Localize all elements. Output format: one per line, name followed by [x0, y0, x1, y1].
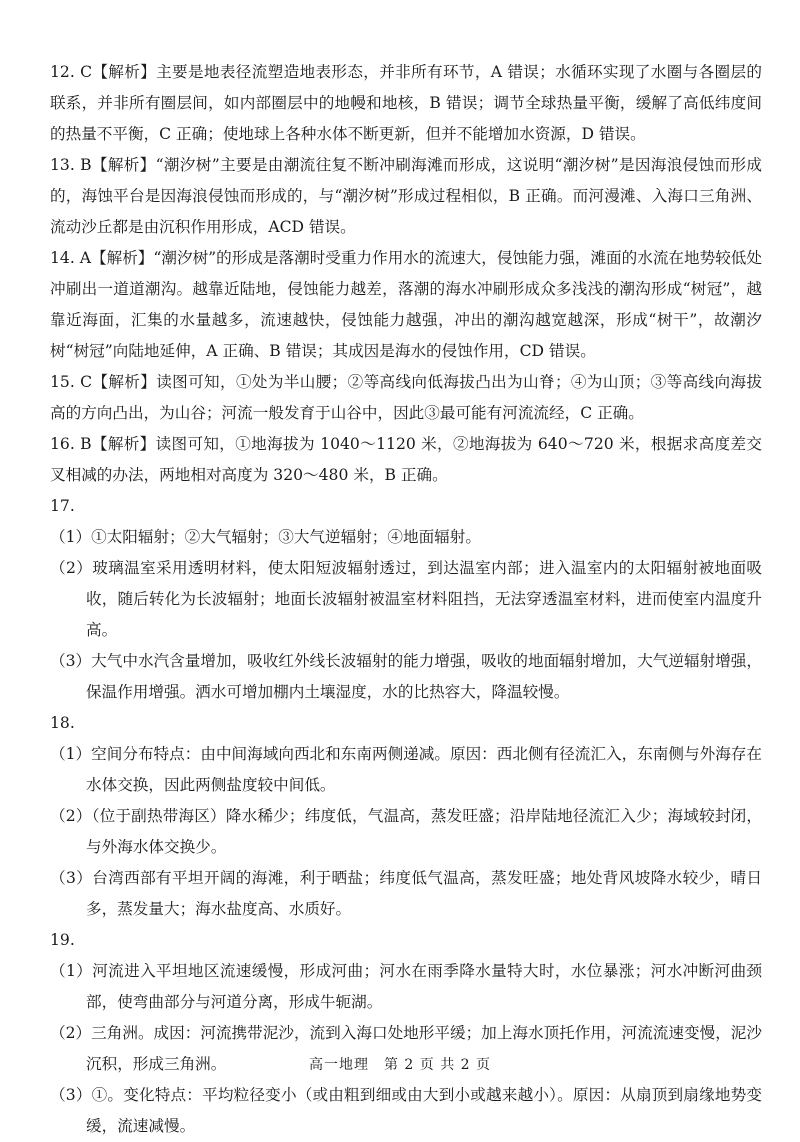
- answer-18-part-3: （3）台湾西部有平坦开阔的海滩，利于晒盐；纬度低气温高，蒸发旺盛；地处背风坡降水较少，晴日多，蒸发量大；海水盐度高、水质好。: [50, 869, 762, 918]
- answer-18-part-1: （1）空间分布特点：由中间海域向西北和东南两侧递减。原因：西北侧有径流汇入，东南侧与外海存在水体交换，因此两侧盐度较中间低。: [50, 745, 762, 794]
- answer-19-part-1: （1）河流进入平坦地区流速缓慢，形成河曲；河水在雨季降水量特大时，水位暴涨；河水冲断河曲颈部，使弯曲部分与河道分离，形成牛轭湖。: [50, 962, 762, 1011]
- answer-15: 15. C【解析】读图可知，①处为半山腰；②等高线向低海拔凸出为山脊；④为山顶；③等高线向海拔高的方向凸出，为山谷；河流一般发育于山谷中，因此③最可能有河流流经，C 正确。: [50, 373, 762, 422]
- answer-19-part-2: （2）三角洲。成因：河流携带泥沙，流到入海口处地形平缓；加上海水顶托作用，河流流速变慢，泥沙沉积，形成三角洲。: [50, 1024, 762, 1073]
- answer-13: 13. B【解析】“潮汐树”主要是由潮流往复不断冲刷海滩而形成，这说明“潮汐树”是因海浪侵蚀而形成的，海蚀平台是因海浪侵蚀而形成的，与“潮汐树”形成过程相似，B 正确。而河漫滩、入海口三角洲、流动沙丘都是由沉积作用形成，ACD 错误。: [50, 156, 762, 236]
- answer-19-part-3: （3）①。变化特点：平均粒径变小（或由粗到细或由大到小或越来越小）。原因：从扇顶到扇缘地势变缓，流速减慢。: [50, 1086, 762, 1135]
- answer-16: 16. B【解析】读图可知，①地海拔为 1040～1120 米，②地海拔为 640～720 米，根据求高度差交叉相减的办法，两地相对高度为 320～480 米，B 正确。: [50, 435, 762, 484]
- answer-18-part-2: （2）（位于副热带海区）降水稀少；纬度低，气温高，蒸发旺盛；沿岸陆地径流汇入少；海域较封闭，与外海水体交换少。: [50, 807, 762, 856]
- answer-14: 14. A【解析】“潮汐树”的形成是落潮时受重力作用水的流速大，侵蚀能力强，滩面的水流在地势较低处冲刷出一道道潮沟。越靠近陆地，侵蚀能力越差，落潮的海水冲刷形成众多浅浅的潮沟形成“树冠”，越靠近海面，汇集的水量越多，流速越快，侵蚀能力越强，冲出的潮沟越宽越深，形成“树干”，故潮汐树“树冠”向陆地延伸，A 正确、B 错误；其成因是海水的侵蚀作用，CD 错误。: [50, 249, 762, 360]
- page-footer: 高一地理 第 2 页 共 2 页: [308, 1057, 492, 1073]
- answer-17-part-3: （3）大气中水汽含量增加，吸收红外线长波辐射的能力增强，吸收的地面辐射增加，大气逆辐射增强，保温作用增强。洒水可增加棚内土壤湿度，水的比热容大，降温较慢。: [50, 652, 762, 701]
- answer-12: 12. C【解析】主要是地表径流塑造地表形态，并非所有环节，A 错误；水循环实现了水圈与各圈层的联系，并非所有圈层间，如内部圈层中的地幔和地核，B 错误；调节全球热量平衡，缓解了高低纬度间的热量不平衡，C 正确；使地球上各种水体不断更新，但并不能增加水资源，D 错误。: [50, 63, 762, 143]
- question-19-number: 19.: [50, 931, 75, 949]
- answer-sheet: [50, 57, 762, 1142]
- question-18-number: 18.: [50, 714, 75, 732]
- answer-17-part-1: （1）①太阳辐射；②大气辐射；③大气逆辐射；④地面辐射。: [50, 528, 481, 546]
- answer-17-part-2: （2）玻璃温室采用透明材料，使太阳短波辐射透过，到达温室内部；进入温室内的太阳辐射被地面吸收，随后转化为长波辐射；地面长波辐射被温室材料阻挡，无法穿透温室材料，进而使室内温度升高。: [50, 559, 762, 639]
- question-17-number: 17.: [50, 497, 75, 515]
